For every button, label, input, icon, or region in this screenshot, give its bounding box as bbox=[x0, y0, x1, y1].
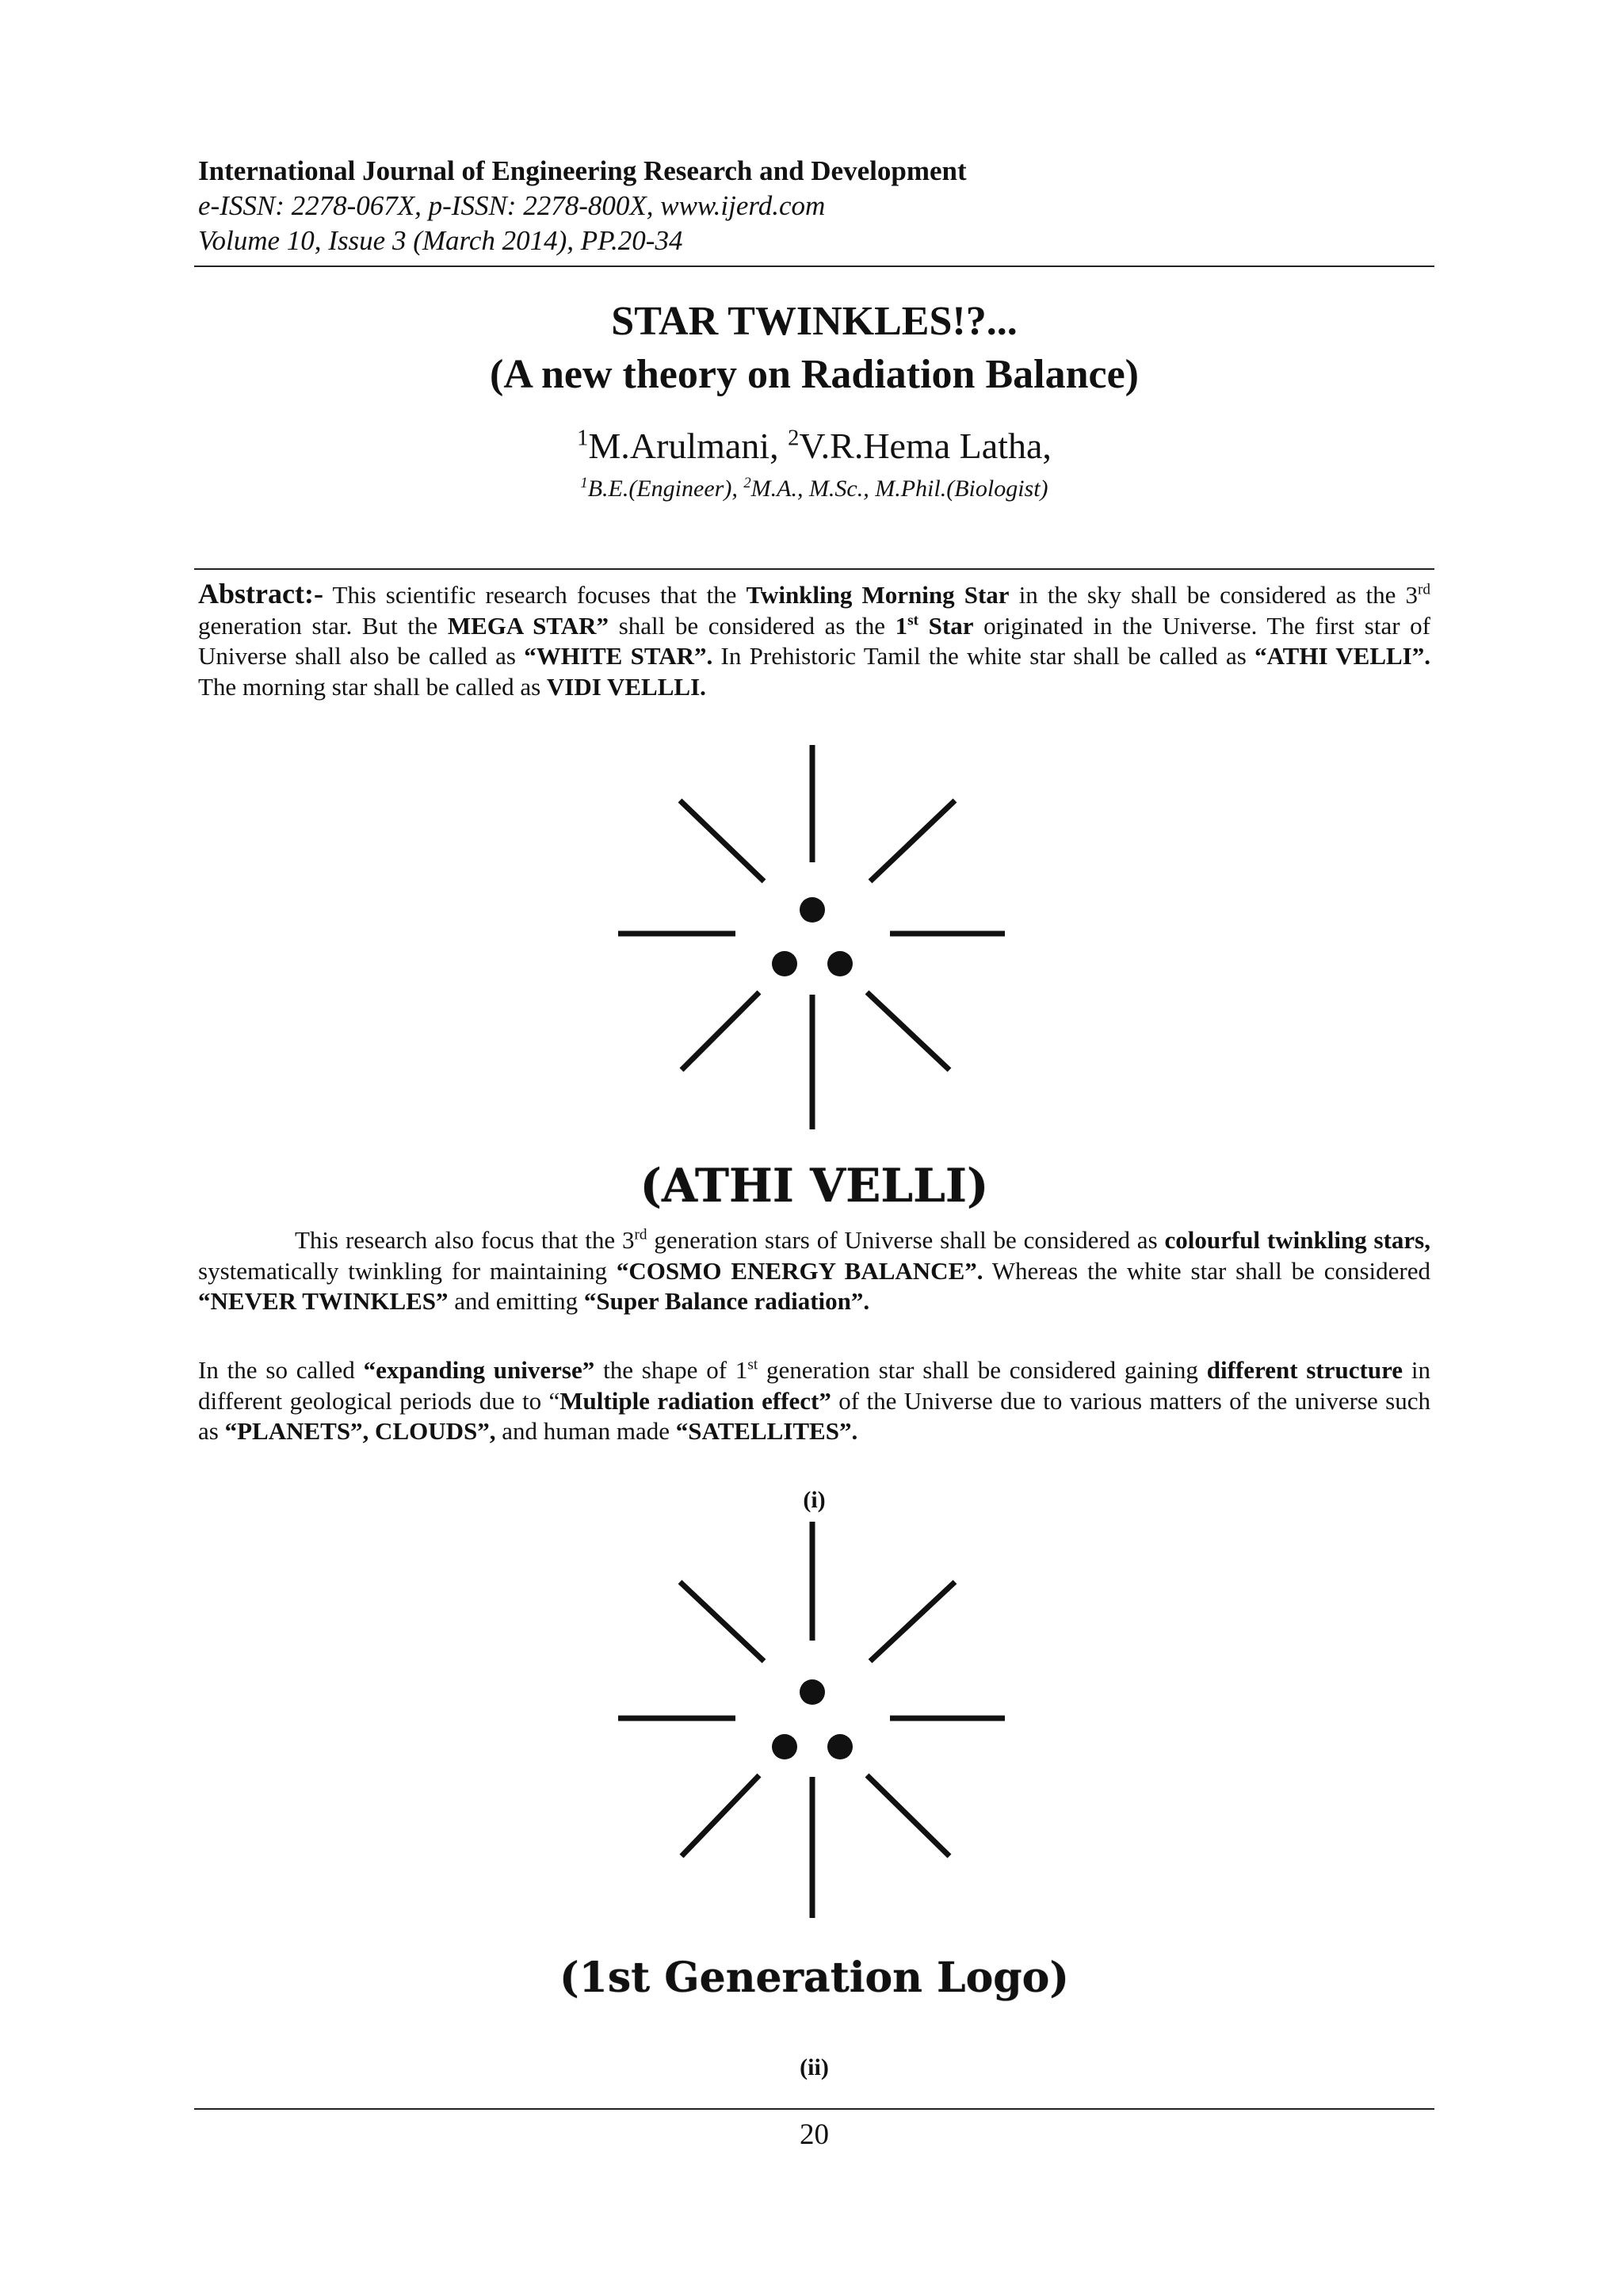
abstract-emphasis: “WHITE STAR”. bbox=[524, 642, 713, 670]
affiliation-1-superscript: 1 bbox=[580, 475, 588, 491]
abstract-text: originated in the Universe. The first star of Universe shall also be called as bbox=[198, 611, 1431, 670]
abstract-emphasis: Star bbox=[918, 611, 974, 640]
ordinal-superscript: rd bbox=[634, 1226, 647, 1244]
body-text: and emitting bbox=[448, 1287, 584, 1315]
body-text: generation star shall be considered gaining bbox=[758, 1356, 1207, 1384]
figure-label-ii: (ii) bbox=[800, 2054, 829, 2080]
abstract-text: in the sky shall be considered as the 3 bbox=[1009, 581, 1419, 609]
athi-velli-star-figure bbox=[602, 737, 1014, 1133]
abstract-emphasis: VIDI VELLLI. bbox=[546, 672, 706, 701]
ray-bottom-left bbox=[682, 992, 759, 1070]
figure-label-i: (i) bbox=[803, 1487, 826, 1513]
abstract-emphasis: 1 bbox=[895, 611, 908, 640]
ordinal-superscript: st bbox=[747, 1356, 758, 1373]
abstract-text: generation star. But the bbox=[198, 611, 448, 640]
ray-top-left bbox=[680, 1582, 764, 1661]
body-emphasis: “COSMO ENERGY BALANCE”. bbox=[616, 1256, 983, 1285]
abstract-emphasis: Twinkling Morning Star bbox=[746, 581, 1010, 609]
body-emphasis: “Super Balance radiation”. bbox=[583, 1287, 870, 1315]
body-text: of the Universe due to various matters of the universe such as bbox=[198, 1386, 1430, 1445]
abstract-emphasis: “ATHI VELLI”. bbox=[1254, 642, 1430, 670]
star-dot-left bbox=[772, 951, 797, 976]
body-text: the shape of 1 bbox=[594, 1356, 748, 1384]
body-text: systematically twinkling for maintaining bbox=[198, 1256, 617, 1285]
body-text: In the so called bbox=[198, 1356, 364, 1384]
figure-caption-first-generation-logo: (1st Generation Logo) bbox=[559, 1954, 1069, 2002]
ray-top-right bbox=[870, 800, 955, 881]
body-emphasis: different structure bbox=[1206, 1356, 1403, 1384]
body-emphasis: “NEVER TWINKLES” bbox=[198, 1287, 449, 1315]
figure-caption-athi-velli: (ATHI VELLI) bbox=[640, 1159, 989, 1213]
body-text: Whereas the white star shall be considered bbox=[983, 1256, 1430, 1285]
ray-top-right bbox=[870, 1582, 955, 1661]
author-affiliations bbox=[194, 476, 1434, 502]
ray-bottom-left bbox=[682, 1775, 759, 1856]
abstract-rule bbox=[194, 568, 1434, 570]
star-dot-top bbox=[800, 1679, 825, 1705]
star-dot-right bbox=[827, 951, 853, 976]
author-2-superscript: 2 bbox=[788, 426, 800, 451]
abstract-text: shall be considered as the bbox=[609, 611, 896, 640]
ray-bottom-right bbox=[867, 1775, 949, 1856]
journal-issn: e-ISSN: 2278-067X, p-ISSN: 2278-800X, www.ijerd.com bbox=[198, 190, 826, 221]
journal-volume: Volume 10, Issue 3 (March 2014), PP.20-34 bbox=[198, 225, 683, 256]
author-1-name: M.Arulmani, bbox=[588, 426, 789, 466]
abstract-paragraph bbox=[198, 579, 1430, 702]
body-paragraph-3 bbox=[198, 1355, 1430, 1447]
star-dot-right bbox=[827, 1734, 853, 1759]
star-radiation-icon bbox=[602, 1514, 1014, 1926]
abstract-text: This scientific research focuses that the bbox=[323, 581, 747, 609]
body-text: generation stars of Universe shall be considered as bbox=[647, 1226, 1165, 1254]
ordinal-superscript: rd bbox=[1418, 581, 1431, 598]
footer-rule bbox=[194, 2108, 1434, 2110]
body-text: and human made bbox=[495, 1417, 676, 1445]
star-dot-left bbox=[772, 1734, 797, 1759]
body-emphasis: “expanding universe” bbox=[363, 1356, 595, 1384]
abstract-emphasis: MEGA STAR” bbox=[447, 611, 609, 640]
header-rule bbox=[194, 266, 1434, 267]
abstract-text: The morning star shall be called as bbox=[198, 672, 547, 701]
abstract-label: Abstract:- bbox=[198, 578, 323, 609]
abstract-text: In Prehistoric Tamil the white star shall be called as bbox=[712, 642, 1255, 670]
body-emphasis: Multiple radiation effect” bbox=[559, 1386, 831, 1415]
affiliation-2: M.A., M.Sc., M.Phil.(Biologist) bbox=[750, 476, 1048, 502]
body-text: This research also focus that the 3 bbox=[295, 1226, 635, 1254]
journal-name: International Journal of Engineering Research and Development bbox=[198, 155, 967, 186]
author-1-superscript: 1 bbox=[577, 426, 589, 451]
paper-subtitle: (A new theory on Radiation Balance) bbox=[490, 352, 1139, 397]
body-emphasis: colourful twinkling stars, bbox=[1164, 1226, 1430, 1254]
ray-top-left bbox=[680, 800, 764, 881]
author-2-name: V.R.Hema Latha, bbox=[799, 426, 1052, 466]
body-paragraph-2 bbox=[198, 1225, 1430, 1317]
star-dot-top bbox=[800, 897, 825, 923]
body-text: in different geological periods due to “ bbox=[198, 1356, 1430, 1415]
affiliation-2-superscript: 2 bbox=[743, 475, 751, 491]
body-emphasis: “PLANETS”, CLOUDS”, bbox=[224, 1417, 496, 1445]
star-radiation-icon bbox=[602, 737, 1014, 1133]
author-list bbox=[194, 425, 1434, 467]
ray-bottom-right bbox=[867, 992, 949, 1070]
first-generation-star-figure bbox=[602, 1514, 1014, 1926]
affiliation-1: B.E.(Engineer), bbox=[587, 476, 744, 502]
page-number: 20 bbox=[800, 2118, 829, 2151]
body-emphasis: “SATELLITES”. bbox=[675, 1417, 858, 1445]
paper-title: STAR TWINKLES!?... bbox=[611, 299, 1018, 344]
ordinal-superscript: st bbox=[907, 612, 919, 629]
